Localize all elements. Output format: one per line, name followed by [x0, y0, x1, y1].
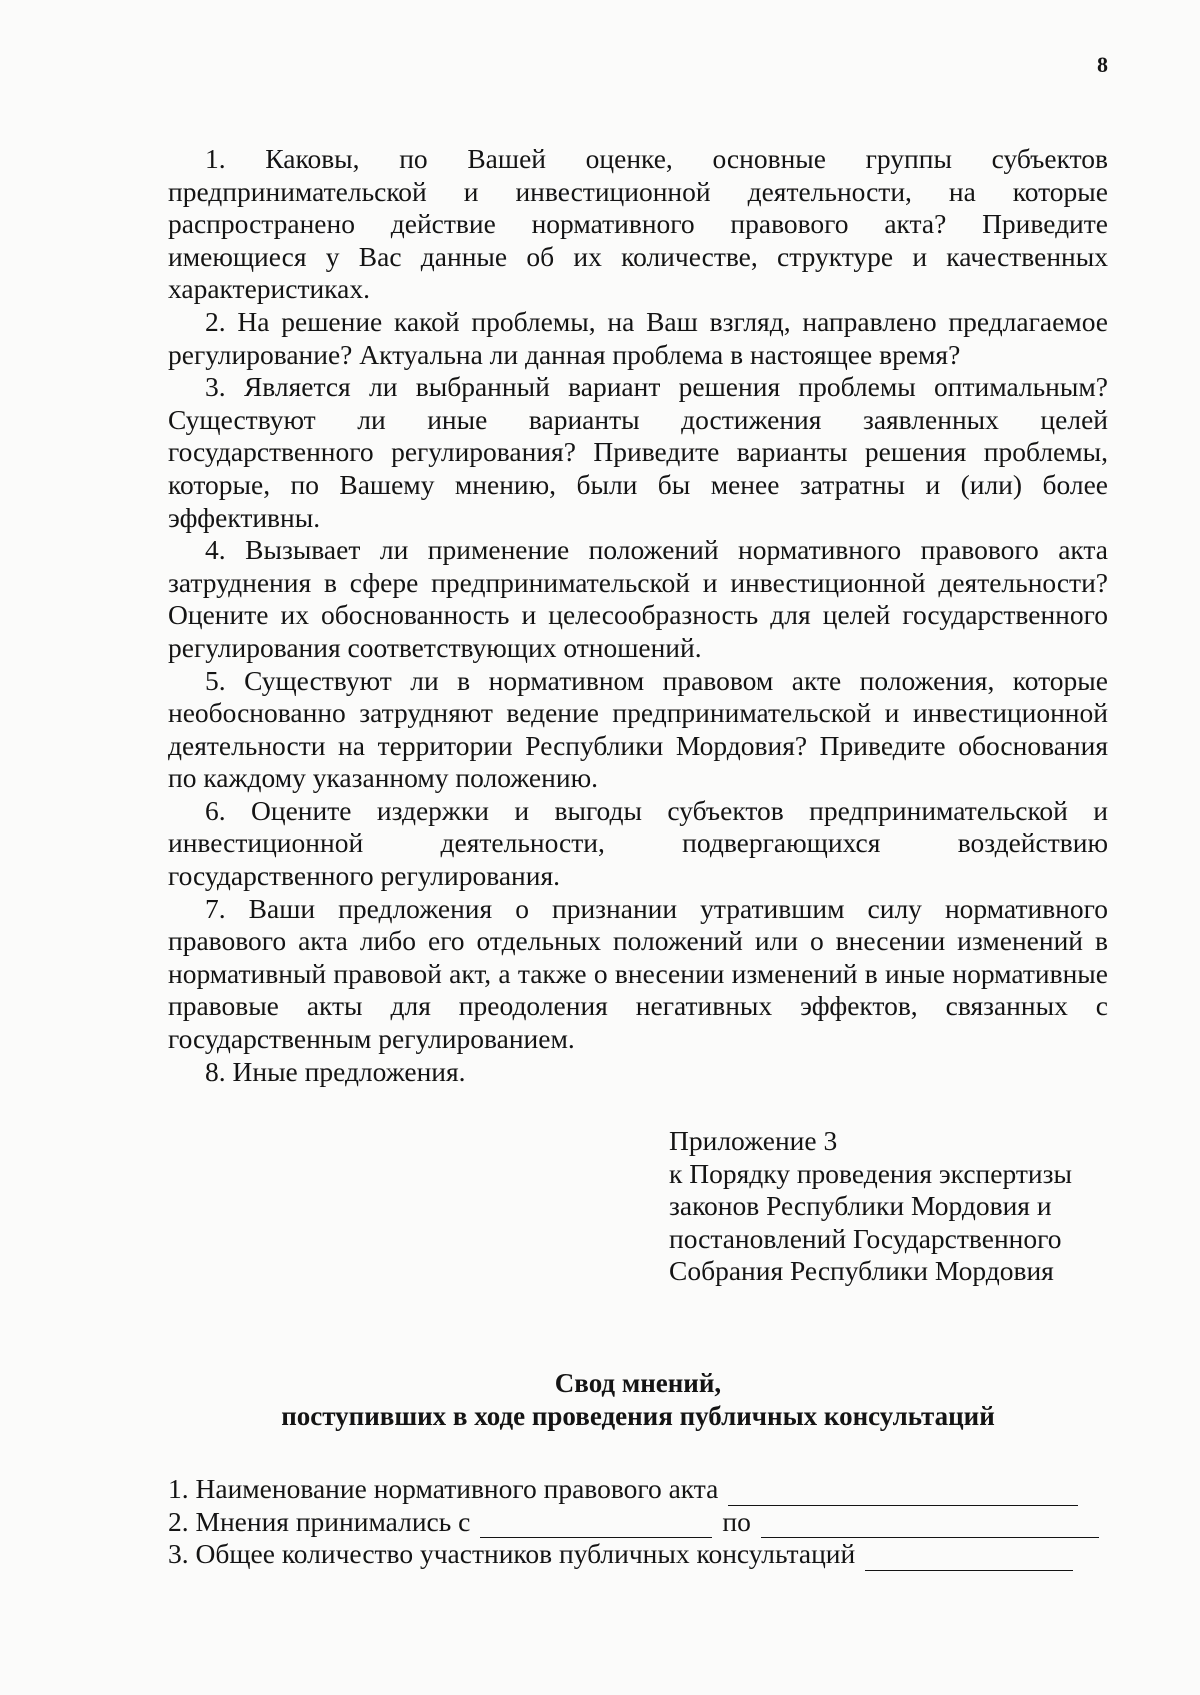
- question-5: 5. Существуют ли в нормативном правовом акте положения, которые необоснованно затрудняют ведение предпринимательской и инвестиционной деятельности на территории Республики Мордовия? Приведите обоснования по каждому указанному положению.: [168, 664, 1108, 794]
- question-8: 8. Иные предложения.: [205, 1055, 466, 1087]
- page-number: 8: [1097, 52, 1108, 77]
- form-row-dates: [168, 1506, 1128, 1539]
- question-3: 3. Является ли выбранный вариант решения проблемы оптимальным? Существуют ли иные варианты достижения заявленных целей государственного регулирования? Приведите варианты решения проблемы, которые, по Вашему мнению, были бы менее затратны и (или) более эффективны.: [168, 371, 1108, 533]
- appendix-header: [669, 1125, 1109, 1288]
- appendix-line: Приложение 3: [669, 1125, 838, 1156]
- question-1: 1. Каковы, по Вашей оценке, основные группы субъектов предпринимательской и инвестиционной деятельности, на которые распространено действие нормативного правового акта? Приведите имеющиеся у Вас данные об их количестве, структуре и качественных характеристиках.: [168, 143, 1108, 305]
- form-row-participants: [168, 1538, 1128, 1571]
- date-to-blank[interactable]: [761, 1513, 1099, 1538]
- act-name-blank[interactable]: [728, 1481, 1078, 1506]
- field-label-dates-from: 2. Мнения принимались с: [168, 1505, 471, 1537]
- summary-title-line-2: поступивших в ходе проведения публичных консультаций: [281, 1401, 995, 1431]
- appendix-line: постановлений Государственного: [669, 1222, 1062, 1254]
- question-7: 7. Ваши предложения о признании утратившим силу нормативного правового акта либо его отдельных положений или о внесении изменений в нормативный правовой акт, а также о внесении изменений в иные нормативные правовые акты для преодоления негативных эффектов, связанных с государственным регулированием.: [168, 892, 1108, 1055]
- date-from-blank[interactable]: [480, 1513, 712, 1538]
- summary-title-line-1: Свод мнений,: [554, 1368, 722, 1398]
- form-row-act-name: [168, 1473, 1128, 1506]
- question-2: 2. На решение какой проблемы, на Ваш взгляд, направлено предлагаемое регулирование? Актуальна ли данная проблема в настоящее время?: [168, 305, 1108, 370]
- field-label-dates-to: по: [722, 1505, 751, 1537]
- appendix-line: законов Республики Мордовия и: [669, 1190, 1052, 1221]
- summary-title: [168, 1367, 1108, 1433]
- field-label-participants: 3. Общее количество участников публичных консультаций: [168, 1538, 856, 1569]
- field-label-act-name: 1. Наименование нормативного правового акта: [168, 1473, 719, 1504]
- question-6: 6. Оцените издержки и выгоды субъектов предпринимательской и инвестиционной деятельности, подвергающихся воздействию государственного регулирования.: [168, 794, 1108, 892]
- questions-list: [168, 143, 1108, 1088]
- participants-count-blank[interactable]: [865, 1546, 1073, 1571]
- appendix-line: к Порядку проведения экспертизы: [669, 1157, 1072, 1189]
- summary-form: [168, 1473, 1128, 1571]
- question-4: 4. Вызывает ли применение положений нормативного правового акта затруднения в сфере предпринимательской и инвестиционной деятельности? Оцените их обоснованность и целесообразность для целей государственного регулирования соответствующих отношений.: [168, 534, 1108, 663]
- appendix-line: Собрания Республики Мордовия: [669, 1255, 1054, 1286]
